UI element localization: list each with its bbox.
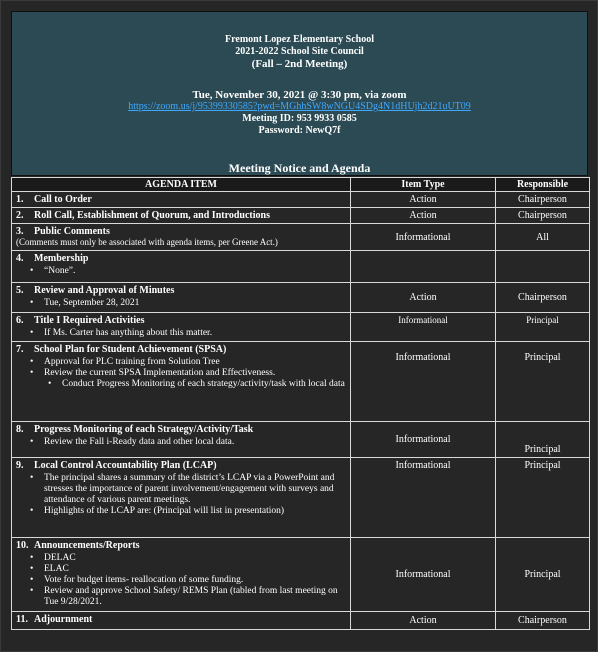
item-type-cell: Informational [351, 422, 496, 458]
list-item: • Review the Fall i-Ready data and other local data. [34, 437, 346, 448]
meeting-time: Tue, November 30, 2021 @ 3:30 pm, via zoom [192, 89, 407, 101]
item-type-cell: Informational [351, 342, 496, 422]
table-row [12, 224, 590, 251]
list-item: • Approval for PLC training from Solution Tree [34, 357, 346, 368]
responsible-cell: Principal [496, 342, 590, 422]
responsible-cell: Principal [496, 538, 590, 612]
notice-title: Meeting Notice and Agenda [228, 161, 371, 175]
list-item: • DELAC [34, 553, 346, 564]
item-title: Title I Required Activities [34, 315, 145, 326]
agenda-item-cell [12, 208, 351, 224]
responsible-cell: Principal [496, 422, 590, 458]
item-title: Public Comments [34, 226, 110, 237]
responsible-cell: Chairperson [496, 283, 590, 313]
table-row [12, 538, 590, 612]
meeting-password: Password: NewQ7f [258, 125, 341, 136]
agenda-item-cell [12, 192, 351, 208]
agenda-item-cell [12, 251, 351, 283]
agenda-table [11, 177, 590, 630]
header-agenda-item: AGENDA ITEM [12, 178, 351, 192]
item-number: 6. [16, 315, 24, 326]
meeting-term: (Fall – 2nd Meeting) [251, 58, 348, 70]
table-row [12, 283, 590, 313]
item-number: 7. [16, 344, 24, 355]
table-row [12, 313, 590, 342]
item-type-cell: Informational [351, 458, 496, 538]
agenda-item-cell [12, 422, 351, 458]
school-name: Fremont Lopez Elementary School [225, 34, 374, 45]
table-row [12, 342, 590, 422]
meeting-id: Meeting ID: 953 9933 0585 [242, 113, 357, 124]
item-type-cell [351, 251, 496, 283]
item-number: 8. [16, 424, 24, 435]
item-type-cell: Action [351, 192, 496, 208]
item-number: 4. [16, 253, 24, 264]
header-item-type: Item Type [351, 178, 496, 192]
agenda-item-cell [12, 224, 351, 251]
item-number: 9. [16, 460, 24, 471]
header-responsible: Responsible [496, 178, 590, 192]
item-title: Local Control Accountability Plan (LCAP) [34, 460, 217, 471]
agenda-item-cell [12, 313, 351, 342]
responsible-cell [496, 251, 590, 283]
list-item: • ELAC [34, 564, 346, 575]
list-item: • Review the current SPSA Implementation and Effectiveness. [34, 368, 346, 379]
table-row [12, 422, 590, 458]
item-type-cell: Informational [351, 538, 496, 612]
item-number: 3. [16, 226, 24, 237]
responsible-cell: All [496, 224, 590, 251]
list-item: • “None”. [34, 266, 346, 277]
list-item: • The principal shares a summary of the district’s LCAP via a PowerPoint and stresses the importance of parent involvement/engagement with surveys and attendance of various parent meetings. [34, 473, 346, 506]
council-name: 2021-2022 School Site Council [235, 46, 364, 57]
item-title: Membership [34, 253, 89, 264]
item-number: 10. [16, 540, 29, 551]
table-row [12, 208, 590, 224]
list-item: • Vote for budget items- reallocation of some funding. [34, 575, 346, 586]
responsible-cell: Principal [496, 313, 590, 342]
item-number: 1. [16, 194, 24, 205]
item-number: 2. [16, 210, 24, 221]
item-title: Progress Monitoring of each Strategy/Activity/Task [34, 424, 254, 435]
table-row [12, 251, 590, 283]
list-item: • If Ms. Carter has anything about this matter. [34, 328, 346, 339]
item-note: (Comments must only be associated with agenda items, per Greene Act.) [16, 237, 278, 247]
table-row [12, 192, 590, 208]
table-row [12, 612, 590, 630]
list-item: • Highlights of the LCAP are: (Principal will list in presentation) [34, 506, 346, 517]
item-title: Announcements/Reports [34, 540, 140, 551]
table-header-row [12, 178, 590, 192]
item-number: 11. [16, 614, 28, 625]
item-number: 5. [16, 285, 24, 296]
list-item: • Tue, September 28, 2021 [34, 298, 346, 309]
meeting-header [11, 11, 588, 176]
table-row [12, 458, 590, 538]
list-item: • Review and approve School Safety/ REMS Plan (tabled from last meeting on Tue 9/28/2021. [34, 586, 346, 608]
item-title: School Plan for Student Achievement (SPSA) [34, 344, 227, 355]
zoom-link[interactable]: https://zoom.us/j/95399330585?pwd=MGhhSW8wNGU4SDg4N1dHUjh2d21uUT09 [128, 101, 471, 112]
agenda-item-cell [12, 538, 351, 612]
item-title: Adjournment [34, 614, 93, 625]
agenda-item-cell [12, 342, 351, 422]
item-title: Review and Approval of Minutes [34, 285, 175, 296]
agenda-item-cell [12, 458, 351, 538]
responsible-cell: Chairperson [496, 208, 590, 224]
item-title: Call to Order [34, 194, 92, 205]
agenda-item-cell [12, 283, 351, 313]
item-type-cell: Action [351, 208, 496, 224]
item-type-cell: Action [351, 283, 496, 313]
item-type-cell: Informational [351, 313, 496, 342]
item-type-cell: Informational [351, 224, 496, 251]
agenda-item-cell [12, 612, 351, 630]
responsible-cell: Principal [496, 458, 590, 538]
responsible-cell: Chairperson [496, 612, 590, 630]
item-type-cell: Action [351, 612, 496, 630]
item-title: Roll Call, Establishment of Quorum, and Introductions [34, 210, 270, 221]
responsible-cell: Chairperson [496, 192, 590, 208]
sub-list-item: • Conduct Progress Monitoring of each strategy/activity/task with local data [52, 379, 346, 390]
